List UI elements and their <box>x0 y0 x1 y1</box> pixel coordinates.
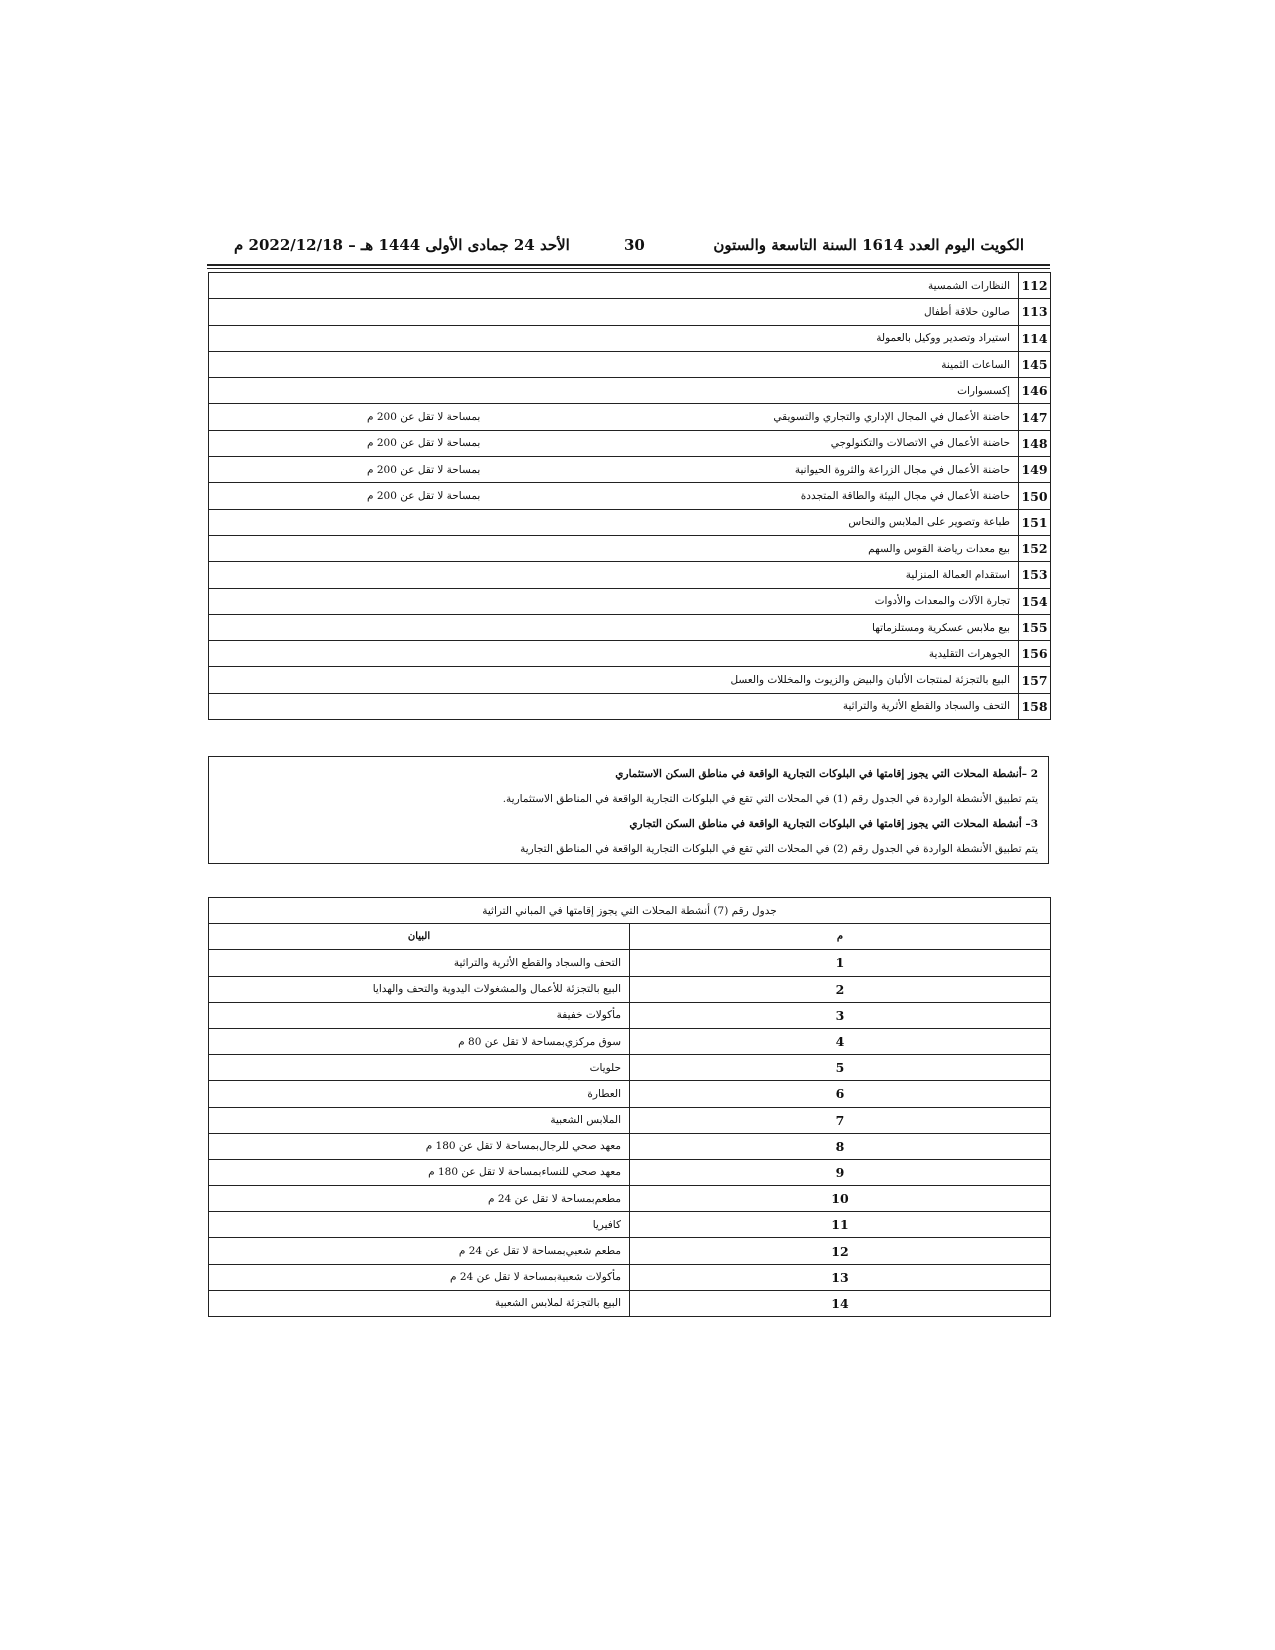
row-number: 9 <box>630 1159 1051 1185</box>
row-number: 151 <box>1019 509 1051 535</box>
column-header-number: م <box>630 924 1051 950</box>
row-number: 150 <box>1019 483 1051 509</box>
activity-name: البيع بالتجزئة لملابس الشعبية <box>494 1297 621 1310</box>
header-publication: الكويت اليوم العدد 1614 السنة التاسعة والستون <box>713 236 1024 254</box>
activities-table <box>208 272 1051 720</box>
activity-name: التحف والسجاد والقطع الأثرية والتراثية <box>842 700 1010 713</box>
activity-name: إكسسوارات <box>957 384 1010 397</box>
activity-name: البيع بالتجزئة لمنتجات الألبان والبيض والزيوت والمخللات والعسل <box>730 674 1010 687</box>
activity-name: حاضنة الأعمال في الاتصالات والتكنولوجي <box>830 437 1010 450</box>
table-row <box>209 509 1051 535</box>
row-content-cell <box>209 641 1019 667</box>
area-requirement: بمساحة لا تقل عن 80 م <box>458 1035 565 1048</box>
activity-name: حلويات <box>589 1061 621 1074</box>
area-requirement: بمساحة لا تقل عن 200 م <box>367 411 481 424</box>
table-row <box>209 1186 1051 1212</box>
activity-name: التحف والسجاد والقطع الأثرية والتراثية <box>453 956 621 969</box>
activity-name: استيراد وتصدير ووكيل بالعمولة <box>876 332 1010 345</box>
area-requirement: بمساحة لا تقل عن 200 م <box>367 437 481 450</box>
table-row <box>209 299 1051 325</box>
activity-name: النظارات الشمسية <box>927 279 1010 292</box>
note-text-3: يتم تطبيق الأنشطة الواردة في الجدول رقم (2) في المحلات التي تقع في البلوكات التجارية الواقعة في المناطق التجارية <box>520 843 1038 855</box>
activity-name: حاضنة الأعمال في مجال الزراعة والثروة الحيوانية <box>794 463 1010 476</box>
note-text-2: يتم تطبيق الأنشطة الواردة في الجدول رقم (1) في المحلات التي تقع في البلوكات التجارية الواقعة في المناطق الاستثمارية. <box>502 793 1038 805</box>
note-heading-2: 2 –أنشطة المحلات التي يجوز إقامتها في البلوكات التجارية الواقعة في مناطق السكن الاستثماري <box>615 768 1038 780</box>
row-content-cell <box>209 950 630 976</box>
table-row <box>209 457 1051 483</box>
row-content-cell <box>209 1081 630 1107</box>
row-content-cell <box>209 1107 630 1133</box>
note-heading-3: 3– أنشطة المحلات التي يجوز إقامتها في البلوكات التجارية الواقعة في مناطق السكن التجاري <box>629 818 1038 830</box>
row-number: 145 <box>1019 351 1051 377</box>
row-number: 14 <box>630 1290 1051 1316</box>
table-row <box>209 1290 1051 1316</box>
table-row <box>209 1212 1051 1238</box>
row-number: 114 <box>1019 325 1051 351</box>
row-number: 8 <box>630 1133 1051 1159</box>
table-row <box>209 976 1051 1002</box>
table-row <box>209 562 1051 588</box>
table-row <box>209 1133 1051 1159</box>
area-requirement: بمساحة لا تقل عن 200 م <box>367 490 481 503</box>
row-number: 11 <box>630 1212 1051 1238</box>
row-content-cell <box>209 404 1019 430</box>
activity-name: مطعم شعبي <box>565 1245 621 1258</box>
row-number: 12 <box>630 1238 1051 1264</box>
row-number: 154 <box>1019 588 1051 614</box>
activity-name: الجوهرات التقليدية <box>928 647 1010 660</box>
table-row <box>209 641 1051 667</box>
table-row <box>209 535 1051 561</box>
table-row <box>209 1107 1051 1133</box>
row-content-cell <box>209 693 1019 719</box>
table-row <box>209 273 1051 299</box>
column-header-data: البيان <box>209 924 630 950</box>
row-content-cell <box>209 667 1019 693</box>
row-number: 3 <box>630 1002 1051 1028</box>
row-content-cell <box>209 378 1019 404</box>
row-content-cell <box>209 351 1019 377</box>
activity-name: استقدام العمالة المنزلية <box>905 568 1010 581</box>
row-number: 112 <box>1019 273 1051 299</box>
row-content-cell <box>209 535 1019 561</box>
row-number: 10 <box>630 1186 1051 1212</box>
row-number: 155 <box>1019 614 1051 640</box>
area-requirement: بمساحة لا تقل عن 180 م <box>425 1140 540 1153</box>
activity-name: صالون حلاقة أطفال <box>924 305 1010 318</box>
table-row <box>209 1002 1051 1028</box>
table-row <box>209 1055 1051 1081</box>
heritage-activities-table <box>208 897 1051 1317</box>
header-page-number: 30 <box>624 236 645 254</box>
row-number: 6 <box>630 1081 1051 1107</box>
table-header-row <box>209 924 1051 950</box>
row-number: 149 <box>1019 457 1051 483</box>
row-number: 7 <box>630 1107 1051 1133</box>
activity-name: معهد صحي للنساء <box>541 1166 621 1179</box>
table-row <box>209 325 1051 351</box>
row-content-cell <box>209 562 1019 588</box>
table-row <box>209 1081 1051 1107</box>
table-row <box>209 614 1051 640</box>
activity-name: البيع بالتجزئة للأعمال والمشغولات اليدوية والتحف والهدايا <box>372 983 621 996</box>
activity-name: حاضنة الأعمال في مجال البيئة والطاقة المتجددة <box>800 490 1010 503</box>
row-number: 148 <box>1019 430 1051 456</box>
activity-name: كافيريا <box>592 1218 621 1231</box>
header-divider-thin <box>207 268 1050 269</box>
header-date: الأحد 24 جمادى الأولى 1444 هـ – 2022/12/18 م <box>234 236 570 254</box>
table-row <box>209 950 1051 976</box>
row-number: 1 <box>630 950 1051 976</box>
activity-name: تجارة الآلات والمعدات والأدوات <box>874 595 1010 608</box>
row-content-cell <box>209 588 1019 614</box>
row-content-cell <box>209 1002 630 1028</box>
row-number: 13 <box>630 1264 1051 1290</box>
row-content-cell <box>209 1238 630 1264</box>
row-number: 113 <box>1019 299 1051 325</box>
table-row <box>209 351 1051 377</box>
activity-name: بيع ملابس عسكرية ومستلزماتها <box>872 621 1010 634</box>
row-number: 4 <box>630 1028 1051 1054</box>
table-row <box>209 667 1051 693</box>
table-row <box>209 1238 1051 1264</box>
activity-name: الساعات الثمينة <box>941 358 1010 371</box>
area-requirement: بمساحة لا تقل عن 24 م <box>450 1271 557 1284</box>
row-content-cell <box>209 509 1019 535</box>
page-header <box>234 236 1024 258</box>
row-content-cell <box>209 614 1019 640</box>
area-requirement: بمساحة لا تقل عن 180 م <box>428 1166 542 1179</box>
activity-name: الملابس الشعبية <box>550 1114 621 1127</box>
row-content-cell <box>209 325 1019 351</box>
activity-name: مطعم <box>594 1192 621 1205</box>
row-content-cell <box>209 299 1019 325</box>
table-row <box>209 430 1051 456</box>
area-requirement: بمساحة لا تقل عن 200 م <box>367 463 481 476</box>
row-content-cell <box>209 483 1019 509</box>
area-requirement: بمساحة لا تقل عن 24 م <box>488 1192 595 1205</box>
activity-name: سوق مركزي <box>564 1035 621 1048</box>
row-content-cell <box>209 1212 630 1238</box>
row-content-cell <box>209 1133 630 1159</box>
row-number: 5 <box>630 1055 1051 1081</box>
table-row <box>209 1264 1051 1290</box>
table-row <box>209 378 1051 404</box>
table-row <box>209 483 1051 509</box>
table-row <box>209 1028 1051 1054</box>
row-content-cell <box>209 1159 630 1185</box>
row-content-cell <box>209 1264 630 1290</box>
activity-name: طباعة وتصوير على الملابس والنحاس <box>848 516 1010 529</box>
row-number: 152 <box>1019 535 1051 561</box>
row-number: 153 <box>1019 562 1051 588</box>
table-row <box>209 588 1051 614</box>
row-content-cell <box>209 1290 630 1316</box>
row-content-cell <box>209 430 1019 456</box>
area-requirement: بمساحة لا تقل عن 24 م <box>458 1245 566 1258</box>
row-content-cell <box>209 1055 630 1081</box>
table-caption: جدول رقم (7) أنشطة المحلات التي يجوز إقامتها في المباني التراثية <box>209 898 1051 924</box>
row-number: 157 <box>1019 667 1051 693</box>
row-content-cell <box>209 976 630 1002</box>
row-number: 146 <box>1019 378 1051 404</box>
row-content-cell <box>209 1186 630 1212</box>
activity-name: معهد صحي للرجال <box>539 1140 621 1153</box>
activity-name: بيع معدات رياضة القوس والسهم <box>868 542 1010 555</box>
table-row <box>209 404 1051 430</box>
row-number: 158 <box>1019 693 1051 719</box>
table-caption-row <box>209 898 1051 924</box>
table-row <box>209 1159 1051 1185</box>
activity-name: مأكولات شعبية <box>556 1271 621 1284</box>
table-row <box>209 693 1051 719</box>
row-content-cell <box>209 273 1019 299</box>
notes-box <box>208 756 1049 864</box>
row-content-cell <box>209 1028 630 1054</box>
row-content-cell <box>209 457 1019 483</box>
row-number: 156 <box>1019 641 1051 667</box>
row-number: 2 <box>630 976 1051 1002</box>
row-number: 147 <box>1019 404 1051 430</box>
activity-name: حاضنة الأعمال في المجال الإداري والتجاري والتسويقي <box>773 411 1010 424</box>
header-divider <box>207 264 1050 266</box>
activity-name: مأكولات خفيفة <box>556 1009 621 1022</box>
activity-name: العطارة <box>587 1087 621 1100</box>
